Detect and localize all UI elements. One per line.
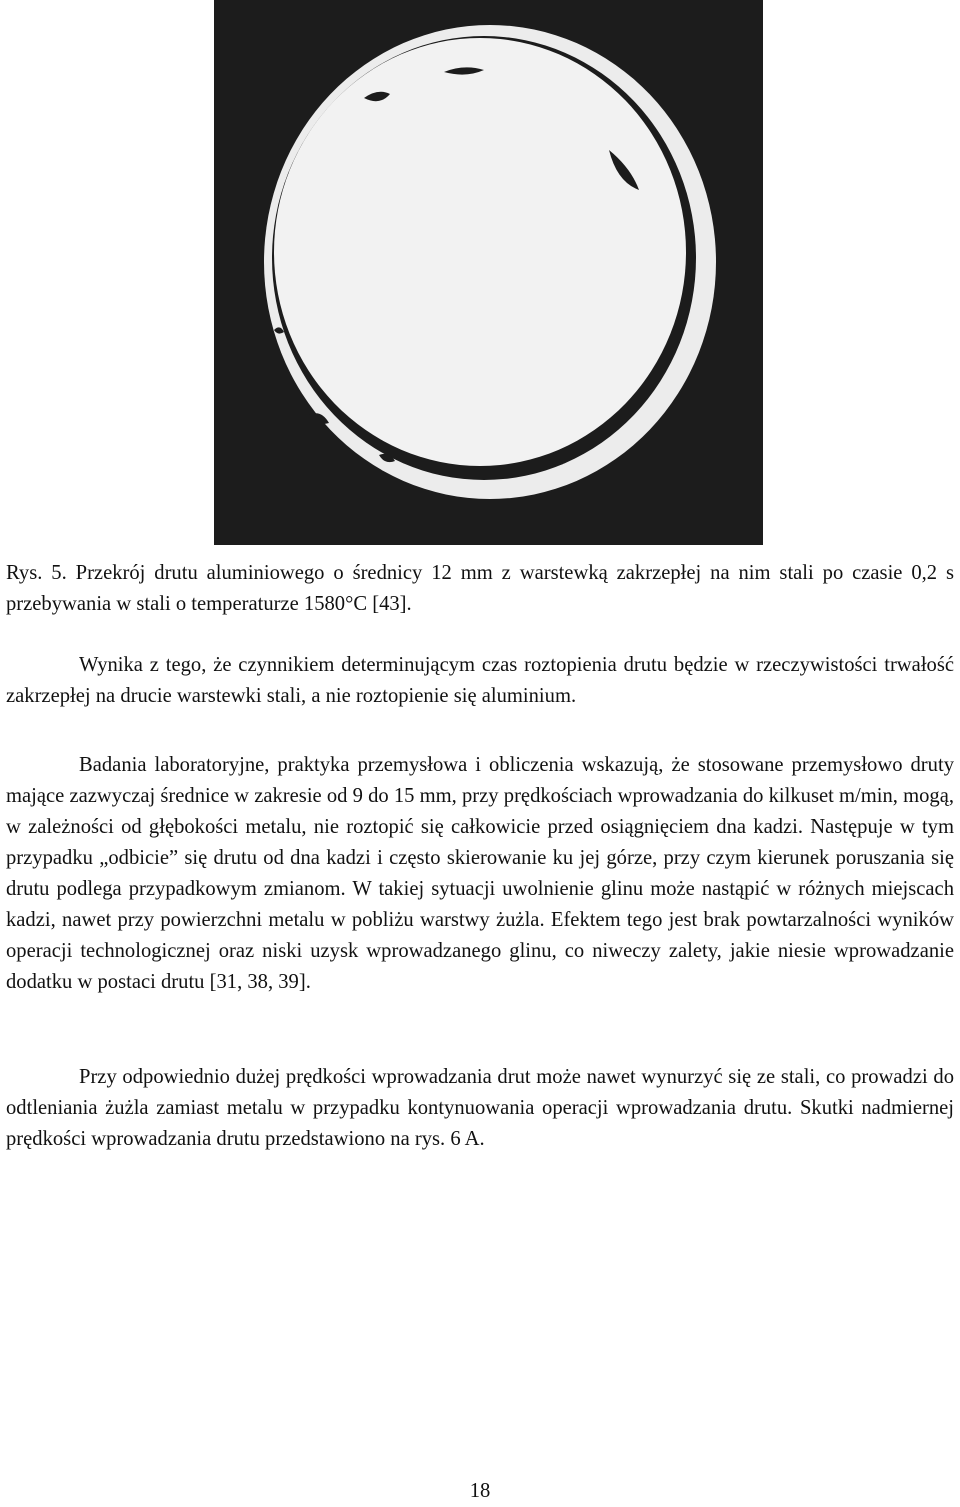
body-paragraph: Badania laboratoryjne, praktyka przemysłowa i obliczenia wskazują, że stosowane przemysłowo druty mające zazwyczaj średnice w zakresie od 9 do 15 mm, przy prędkościach wprowadzania do kilkuset m/min, mogą, w zależności od głębokości metalu, nie roztopić się całkowicie przed osiągnięciem dna kadzi. Następuje w tym przypadku „odbicie” się drutu od dna kadzi i często skierowanie ku jej górze, przy czym kierunek poruszania się drutu podlega przypadkowym zmianom. W takiej sytuacji uwolnienie glinu może nastąpić w różnych miejscach kadzi, nawet przy powierzchni metalu w pobliżu warstwy żużla. Efektem tego jest brak powtarzalności wyników operacji technologicznej oraz niski uzysk wprowadzanego glinu, co niweczy zalety, jakie niesie wprowadzanie dodatku w postaci drutu [31, 38, 39]. (6, 754, 954, 993)
figure-caption: Rys. 5. Przekrój drutu aluminiowego o średnicy 12 mm z warstewką zakrzepłej na nim stali po czasie 0,2 s przebywania w stali o temperaturze 1580°C [43]. (6, 562, 954, 615)
wire-cross-section-image (214, 0, 763, 545)
body-paragraph: Wynika z tego, że czynnikiem determinującym czas roztopienia drutu będzie w rzeczywistości trwałość zakrzepłej na drucie warstewki stali, a nie roztopienie się aluminium. (6, 654, 954, 707)
page-number: 18 (469, 1480, 491, 1502)
wire-cross-section-photo (214, 0, 763, 545)
body-paragraph: Przy odpowiednio dużej prędkości wprowadzania drut może nawet wynurzyć się ze stali, co prowadzi do odtleniania żużla zamiast metalu w przypadku kontynuowania operacji wprowadzania drutu. Skutki nadmiernej prędkości wprowadzania drutu przedstawiono na rys. 6 A. (6, 1066, 954, 1150)
aluminium-core-disc (274, 38, 686, 466)
